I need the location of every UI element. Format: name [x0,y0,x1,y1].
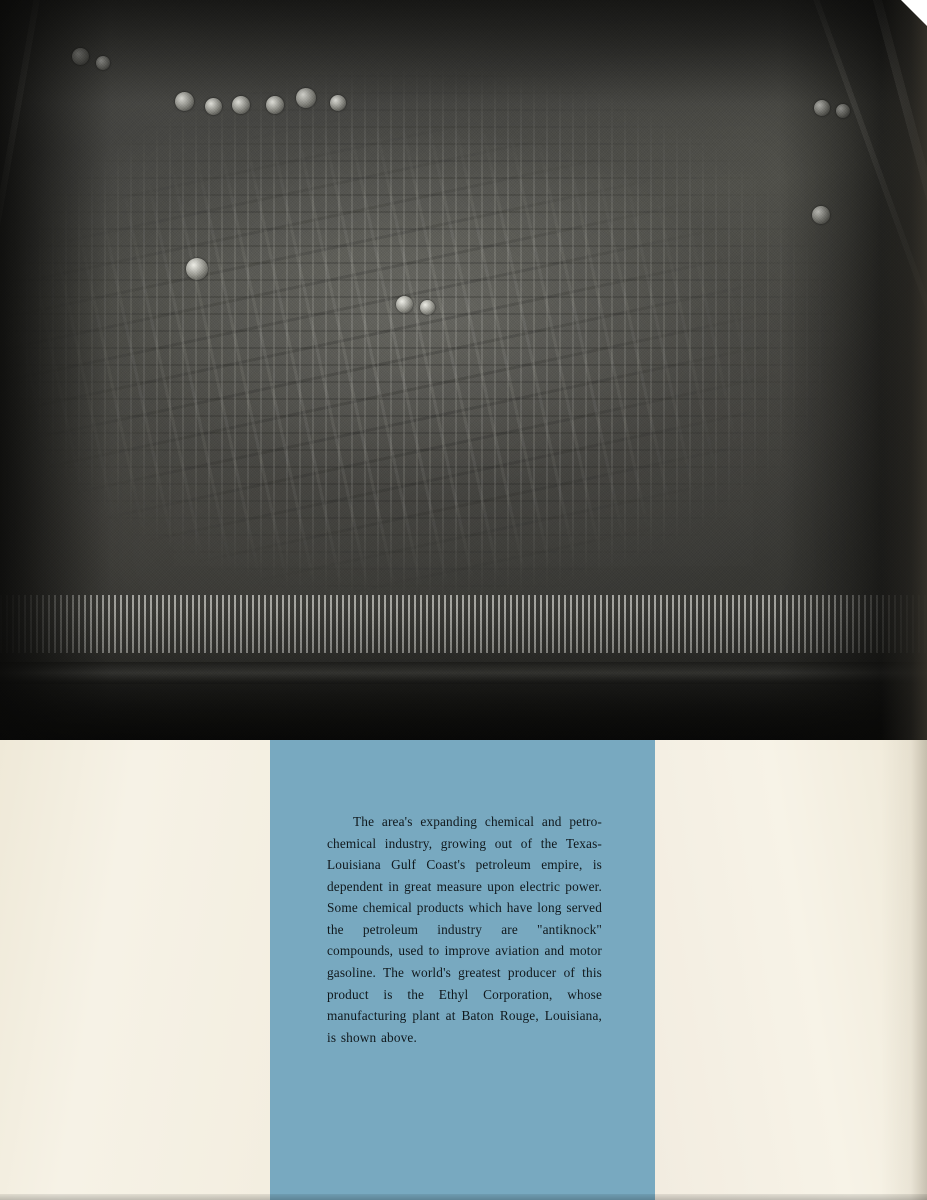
page-corner-fold [901,0,927,26]
caption-text: The area's expanding chemical and petro-chemical industry, growing out of the Texas-Louisiana Gulf Coast's petroleum empire, is dependent in great measure upon electric power. Some chemical products which have long served the petroleum industry are "antiknock" compounds, used to improve aviation and motor gasoline. The world's greatest producer of this product is the Ethyl Corporation, whose manufacturing plant at Baton Rouge, Louisiana, is shown above. [327,814,602,1045]
paper-margin-left [0,740,270,1200]
paper-margin-right [655,740,927,1200]
scan-edge-shadow [0,1194,927,1200]
caption-panel [270,740,655,1200]
